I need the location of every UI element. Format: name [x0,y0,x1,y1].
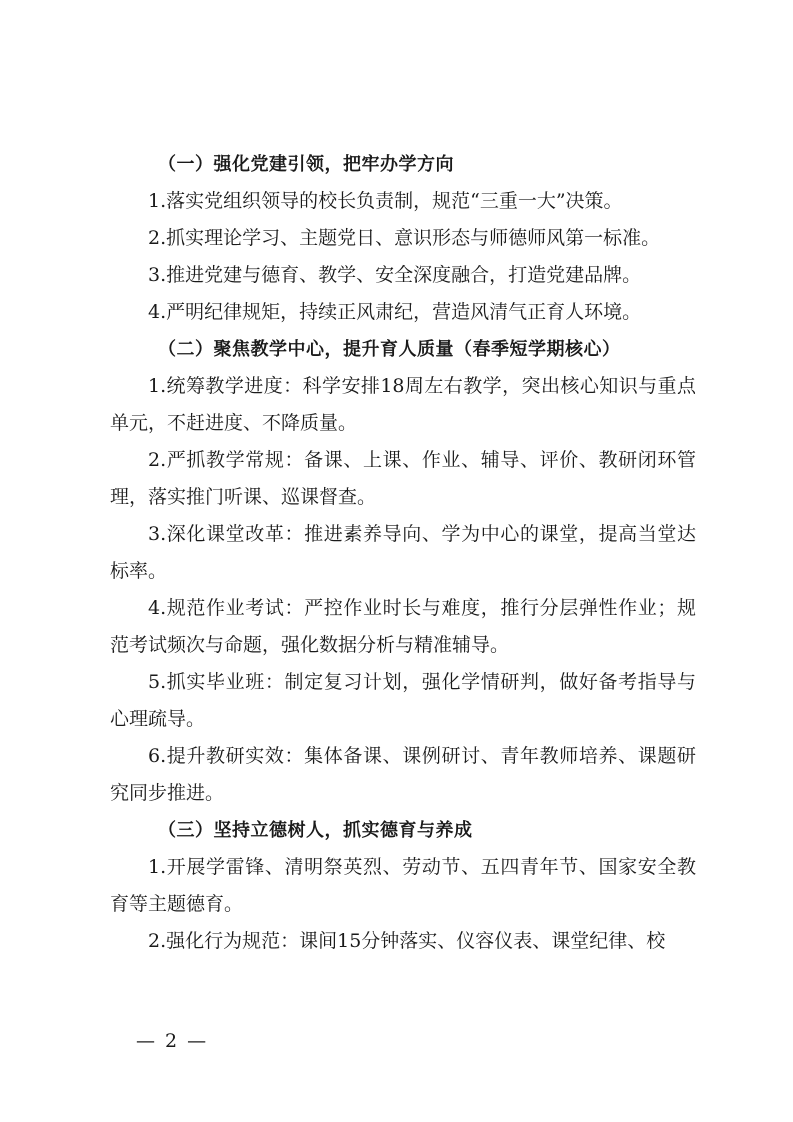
list-item: 5.抓实毕业班：制定复习计划，强化学情研判，做好备考指导与心理疏导。 [110,671,696,730]
list-item: 1.统筹教学进度：科学安排18周左右教学，突出核心知识与重点单元，不赶进度、不降质量。 [110,375,696,434]
list-item: 2.严抓教学常规：备课、上课、作业、辅导、评价、教研闭环管理，落实推门听课、巡课督查。 [110,449,696,508]
section-heading-1: （一）强化党建引领，把牢办学方向 [158,154,454,175]
section-heading-3: （三）坚持立德树人，抓实德育与养成 [158,820,473,841]
section-heading-2: （二）聚焦教学中心，提升育人质量（春季短学期核心） [158,339,621,360]
list-item: 2.强化行为规范：课间15分钟落实、仪容仪表、课堂纪律、校 [148,930,666,952]
page-number: — 2 — [136,1030,209,1052]
list-item: 3.深化课堂改革：推进素养导向、学为中心的课堂，提高当堂达标率。 [110,523,696,582]
list-item: 3.推进党建与德育、教学、安全深度融合，打造党建品牌。 [148,264,642,286]
list-item: 1.落实党组织领导的校长负责制，规范“三重一大”决策。 [148,190,623,212]
list-item: 2.抓实理论学习、主题党日、意识形态与师德师风第一标准。 [148,227,661,249]
list-item: 4.严明纪律规矩，持续正风肃纪，营造风清气正育人环境。 [148,301,642,323]
list-item: 1.开展学雷锋、清明祭英烈、劳动节、五四青年节、国家安全教育等主题德育。 [110,856,696,915]
list-item: 4.规范作业考试：严控作业时长与难度，推行分层弹性作业；规范考试频次与命题，强化数据分析与精准辅导。 [110,597,696,656]
document-body [110,146,696,960]
list-item: 6.提升教研实效：集体备课、课例研讨、青年教师培养、课题研究同步推进。 [110,745,696,804]
